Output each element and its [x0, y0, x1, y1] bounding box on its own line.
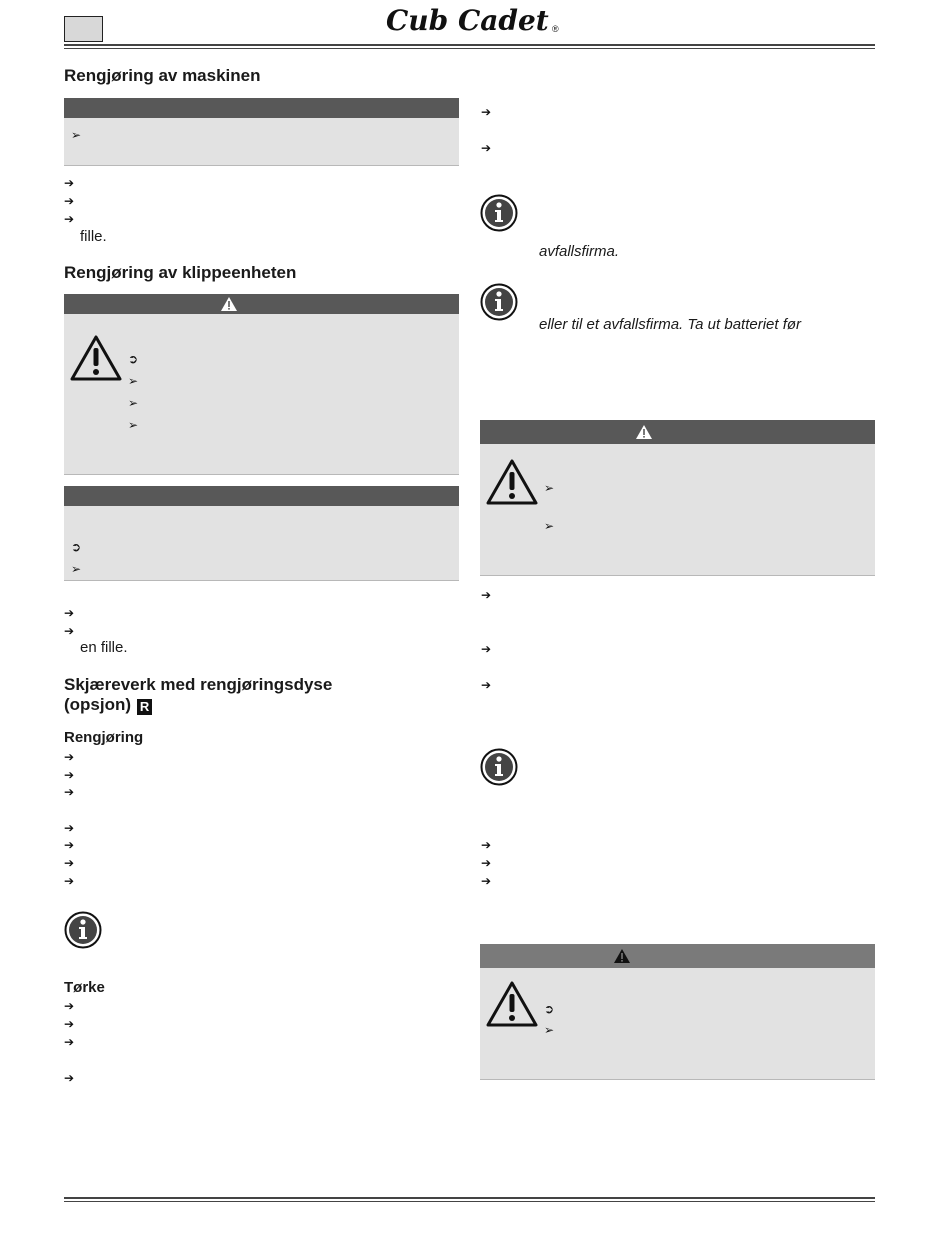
chevron-bullet-icon: ➢	[71, 128, 82, 142]
info-icon	[480, 194, 518, 232]
arrow-bullet-icon: ➔	[64, 624, 75, 638]
chevron-bullet-icon: ➢	[128, 418, 139, 432]
arrow-bullet-icon: ➔	[64, 176, 75, 190]
warning-triangle-large-icon	[485, 458, 539, 506]
chevron-bullet-icon: ➢	[128, 396, 139, 410]
warning-triangle-large-icon	[485, 980, 539, 1028]
cub-cadet-logo	[384, 4, 564, 36]
arrow-bullet-icon: ➔	[64, 194, 75, 208]
note-box-header	[64, 486, 459, 506]
note-box-1	[64, 98, 459, 166]
arrow-bullet-icon: ➔	[481, 141, 492, 155]
arrow-bullet-icon: ➔	[64, 838, 75, 852]
continuation-text: fille.	[80, 228, 107, 245]
arrow-bullet-icon: ➔	[64, 856, 75, 870]
header-rule	[64, 44, 875, 46]
arrow-bullet-icon: ➔	[64, 212, 75, 226]
warning-box-1	[64, 294, 459, 475]
warning-triangle-icon	[613, 948, 631, 964]
section-title-deck-cleaning: Rengjøring av klippeenheten	[64, 263, 297, 282]
warning-box-2	[480, 420, 875, 576]
subheading-cleaning: Rengjøring	[64, 729, 144, 746]
page-number-box	[64, 16, 103, 42]
chevron-bullet-icon: ➢	[544, 519, 555, 533]
section-title-line2: (opsjon)	[64, 695, 132, 714]
svg-text:®: ®	[552, 24, 559, 34]
arrow-bullet-icon: ➔	[64, 1071, 75, 1085]
arrow-bullet-icon: ➔	[481, 642, 492, 656]
warning-box-header	[480, 420, 875, 444]
arrow-bullet-icon: ➔	[64, 768, 75, 782]
info-icon	[64, 911, 102, 949]
chevron-bullet-icon: ➢	[71, 562, 82, 576]
circle-arrow-bullet-icon: ➲	[544, 1002, 555, 1016]
circle-arrow-bullet-icon: ➲	[128, 352, 139, 366]
circle-arrow-bullet-icon: ➲	[71, 540, 82, 554]
warning-triangle-icon	[635, 424, 653, 440]
info-icon	[480, 748, 518, 786]
warning-triangle-icon	[220, 296, 238, 312]
note-box-2	[64, 486, 459, 581]
subheading-drying: Tørke	[64, 979, 105, 996]
r-badge-icon: R	[137, 699, 152, 715]
info-icon	[480, 283, 518, 321]
svg-text:Cub Cadet: Cub Cadet	[386, 4, 549, 36]
arrow-bullet-icon: ➔	[481, 874, 492, 888]
warning-box-header	[480, 944, 875, 968]
arrow-bullet-icon: ➔	[64, 821, 75, 835]
arrow-bullet-icon: ➔	[64, 1035, 75, 1049]
note-box-header	[64, 98, 459, 118]
arrow-bullet-icon: ➔	[481, 838, 492, 852]
arrow-bullet-icon: ➔	[64, 785, 75, 799]
footer-rule	[64, 1197, 875, 1199]
arrow-bullet-icon: ➔	[64, 999, 75, 1013]
section-title-machine-cleaning: Rengjøring av maskinen	[64, 66, 261, 85]
arrow-bullet-icon: ➔	[481, 105, 492, 119]
footer-rule-thin	[64, 1201, 875, 1202]
warning-box-3	[480, 944, 875, 1080]
chevron-bullet-icon: ➢	[128, 374, 139, 388]
chevron-bullet-icon: ➢	[544, 1023, 555, 1037]
arrow-bullet-icon: ➔	[481, 678, 492, 692]
chevron-bullet-icon: ➢	[544, 481, 555, 495]
arrow-bullet-icon: ➔	[64, 1017, 75, 1031]
arrow-bullet-icon: ➔	[64, 874, 75, 888]
section-title-option	[64, 694, 152, 716]
section-title-cleaning-nozzle	[64, 674, 332, 696]
arrow-bullet-icon: ➔	[64, 606, 75, 620]
info-note-text: avfallsfirma.	[539, 243, 620, 260]
arrow-bullet-icon: ➔	[481, 588, 492, 602]
arrow-bullet-icon: ➔	[64, 750, 75, 764]
arrow-bullet-icon: ➔	[481, 856, 492, 870]
warning-box-header	[64, 294, 459, 314]
continuation-text: en fille.	[80, 639, 128, 656]
info-note-text: eller til et avfallsfirma. Ta ut batteriet før	[539, 316, 802, 333]
warning-triangle-large-icon	[69, 334, 123, 382]
section-title-line1: Skjæreverk med rengjøringsdyse	[64, 675, 333, 694]
header-rule-thin	[64, 48, 875, 49]
